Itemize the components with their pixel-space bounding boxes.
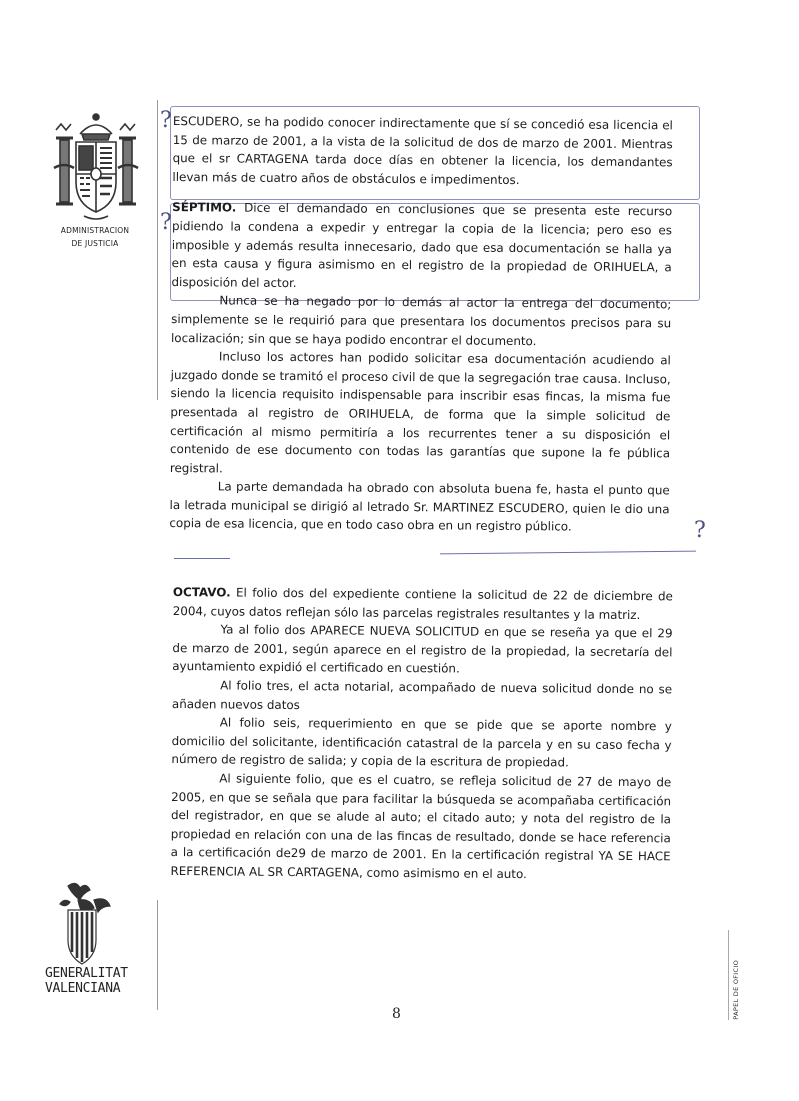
octavo-heading: OCTAVO. xyxy=(172,584,231,600)
question-mark-1: ? xyxy=(160,108,172,133)
gv-line-1: GENERALITAT xyxy=(45,966,128,981)
paragraph-8: Al folio tres, el acta notarial, acompañado de nueva solicitud donde no se añaden nuevos datos xyxy=(171,678,673,712)
margin-rule-bottom xyxy=(157,900,158,1010)
paragraph-9: Al folio seis, requerimiento en que se pide que se aporte nombre y domicilio del solicitante, identificación catastral de la parcela y en su caso fecha y número de registro de salida; y copia de la escritura de propiedad. xyxy=(171,715,672,770)
page-number: 8 xyxy=(392,1006,401,1022)
generalitat-emblem-icon xyxy=(50,880,118,968)
annotation-underline-2 xyxy=(174,558,230,559)
text-block-upper xyxy=(169,112,673,537)
question-mark-2: ? xyxy=(160,210,172,235)
paragraph-septimo xyxy=(171,198,672,295)
septimo-text: Dice el demandado en conclusiones que se presenta este recurso pidiendo la condena a expedir y entregar la copia de la licencia; pero eso es imposible y además resulta innecesario, dado que esa documentación se halla ya en esta causa y figura asimismo en el registro de la propiedad de ORIHUELA, a disposición del actor. xyxy=(171,200,673,290)
annotation-underline xyxy=(440,551,696,555)
paragraph-4: Incluso los actores han podido solicitar esa documentación acudiendo al juzgado donde se tramitó el proceso civil de que la segregación trae causa. Incluso, siendo la licencia requisito indispensable para inscribir esas fincas, la misma fue presentada al registro de ORIHUELA, de forma que la simple solicitud de certificación al mismo permitiría a los recurrentes tener a su disposición el contenido de ese documento con todas las garantías que supone la fe pública registral. xyxy=(169,349,671,476)
septimo-heading: SÉPTIMO. xyxy=(172,200,237,215)
papel-de-oficio-label: PAPEL DE OFICIO xyxy=(732,960,740,1020)
coat-of-arms-icon xyxy=(50,108,142,224)
octavo-text: El folio dos del expediente contiene la solicitud de 22 de diciembre de 2004, cuyos datos reflejan sólo las parcelas registrales resultantes y la matriz. xyxy=(172,585,673,622)
paragraph-octavo xyxy=(173,583,673,625)
paragraph-1: ESCUDERO, se ha podido conocer indirectamente que sí se concedió esa licencia el 15 de marzo de 2001, a la vista de la solicitud de dos de marzo de 2001. Mientras que el sr CARTAGENA tarda doce días en obtener la licencia, los demandantes llevan más de cuatro años de obstáculos e impedimentos. xyxy=(172,113,673,187)
margin-rule-top xyxy=(157,100,158,400)
paragraph-10: Al siguiente folio, que es el cuatro, se refleja solicitud de 27 de mayo de 2005, en que se señala que para facilitar la búsqueda se acompañaba certificación del registrador, en que se alude al auto; el citado auto; y nota del registro de la propiedad en relación con una de las fincas de resultado, donde se hace referencia a la certificación de29 de marzo de 2001. En la certificación registral YA SE HACE REFERENCIA AL SR CARTAGENA, como asimismo en el auto. xyxy=(170,771,672,882)
paragraph-7: Ya al folio dos APARECE NUEVA SOLICITUD en que se reseña ya que el 29 de marzo de 2001, según aparece en el registro de la propiedad, la secretaría del ayuntamiento expidió el certificado en cuestión. xyxy=(172,622,673,676)
generalitat-label xyxy=(45,966,135,996)
admin-justicia-label xyxy=(40,224,150,250)
admin-line-1: ADMINISTRACION xyxy=(60,226,130,235)
text-block-lower xyxy=(170,583,673,885)
right-margin-rule xyxy=(728,930,729,1020)
question-mark-3: ? xyxy=(694,518,706,543)
admin-line-2: DE JUSTICIA xyxy=(71,239,119,248)
paragraph-3: Nunca se ha negado por lo demás al actor la entrega del documento; simplemente se le requirió para que presentara los documentos precisos para su localización; sin que se haya podido encontrar el documento. xyxy=(170,293,672,348)
gv-line-2: VALENCIANA xyxy=(45,981,121,996)
paragraph-5: La parte demandada ha obrado con absoluta buena fe, hasta el punto que la letrada municipal se dirigió al letrado Sr. MARTINEZ ESCUDERO, quien le dio una copia de esa licencia, que en todo caso obra en un registro público. xyxy=(169,479,670,534)
